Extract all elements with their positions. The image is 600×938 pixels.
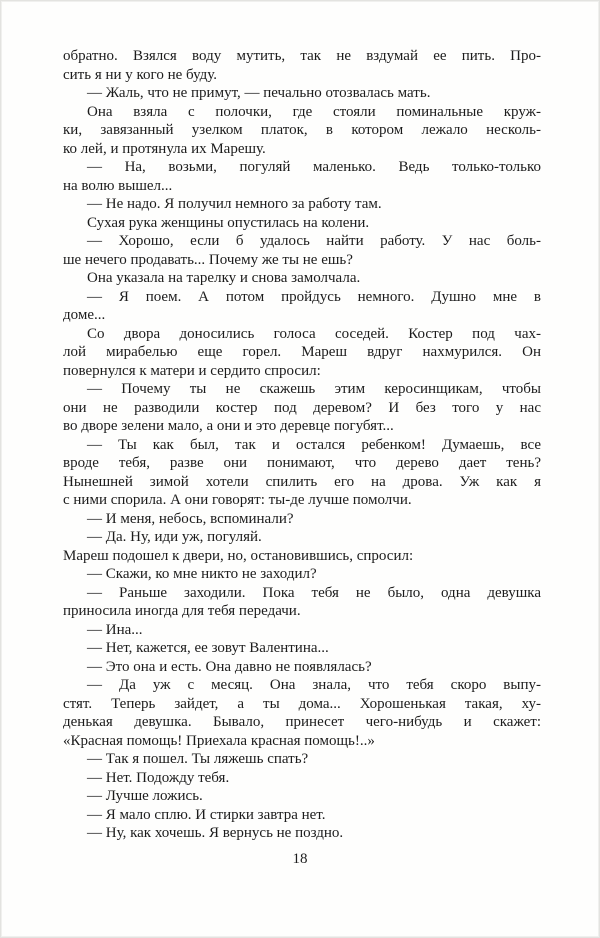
text-line: — Раньше заходили. Пока тебя не было, одна девушка (87, 584, 541, 601)
text-line: Нынешней зимой хотели спилить его на дрова. Уж как я (63, 473, 541, 490)
text-line: — Я поем. А потом пройдусь немного. Душно мне в (87, 288, 541, 305)
text-line: ше нечего продавать... Почему же ты не ешь? (63, 251, 353, 268)
text-line: сить я ни у кого не буду. (63, 66, 218, 83)
text-line: — На, возьми, погуляй маленько. Ведь только-только (87, 159, 541, 175)
text-line: повернулся к матери и сердито спросил: (63, 362, 321, 379)
text-line: — Почему ты не скажешь этим керосинщикам, чтобы (87, 381, 541, 397)
text-line: приносила иногда для тебя передачи. (63, 603, 301, 619)
text-line: — Это она и есть. Она давно не появлялась? (87, 658, 372, 675)
text-line: — И меня, небось, вспоминали? (87, 510, 294, 527)
text-block (1, 1, 599, 843)
text-line: — Не надо. Я получил немного за работу там. (87, 196, 382, 212)
text-line: — Лучше ложись. (87, 788, 203, 804)
text-line: вроде тебя, разве они понимают, что дерево дает тень? (63, 455, 541, 471)
text-line: обратно. Взялся воду мутить, так не вздумай ее пить. Про- (63, 48, 541, 64)
text-line: лой мирабелью еще горел. Мареш вдруг нахмурился. Он (63, 344, 541, 360)
text-line: Сухая рука женщины опустилась на колени. (87, 214, 370, 231)
text-line: доме... (63, 307, 106, 323)
text-line: — Скажи, ко мне никто не заходил? (87, 566, 317, 582)
text-line: — Я мало сплю. И стирки завтра нет. (87, 806, 326, 823)
text-line: ко лей, и протянула их Марешу. (63, 140, 266, 157)
text-line: стят. Теперь зайдет, а ты дома... Хорошенькая такая, ху- (63, 695, 541, 712)
text-line: — Да уж с месяц. Она знала, что тебя скоро выпу- (87, 677, 541, 693)
text-line: — Так я пошел. Ты ляжешь спать? (87, 751, 309, 767)
text-line: ки, завязанный узелком платок, в котором лежало несколь- (63, 122, 541, 138)
text-line: — Ты как был, так и остался ребенком! Думаешь, все (87, 436, 541, 453)
text-line: «Красная помощь! Приехала красная помощь!..» (63, 732, 375, 749)
text-line: Мареш подошел к двери, но, остановившись, спросил: (63, 547, 414, 564)
text-line: во дворе зелени мало, а они и это деревце погубят... (63, 418, 394, 434)
text-line: они не разводили костер под деревом? И без того у нас (63, 399, 541, 416)
page-number: 18 (292, 850, 308, 867)
text-line: — Хорошо, если б удалось найти работу. У нас боль- (87, 233, 541, 249)
text-line: — Жаль, что не примут, — печально отозвалась мать. (87, 85, 431, 101)
text-line: Она взяла с полочки, где стояли поминальные круж- (87, 103, 541, 120)
text-line: на волю вышел... (63, 177, 173, 194)
text-line: с ними спорила. А они говорят: ты-де лучше помолчи. (63, 492, 412, 508)
text-line: Со двора доносились голоса соседей. Костер под чах- (87, 325, 541, 342)
text-line: — Да. Ну, иди уж, погуляй. (87, 529, 262, 545)
text-line: — Ина... (87, 621, 143, 638)
text-line: — Нет. Подожду тебя. (87, 769, 230, 786)
text-line: — Нет, кажется, ее зовут Валентина... (87, 640, 329, 656)
text-line: Она указала на тарелку и снова замолчала. (87, 270, 361, 286)
text-line: денькая девушка. Бывало, принесет чего-нибудь и скажет: (63, 714, 541, 730)
text-line: — Ну, как хочешь. Я вернусь не поздно. (87, 825, 344, 841)
